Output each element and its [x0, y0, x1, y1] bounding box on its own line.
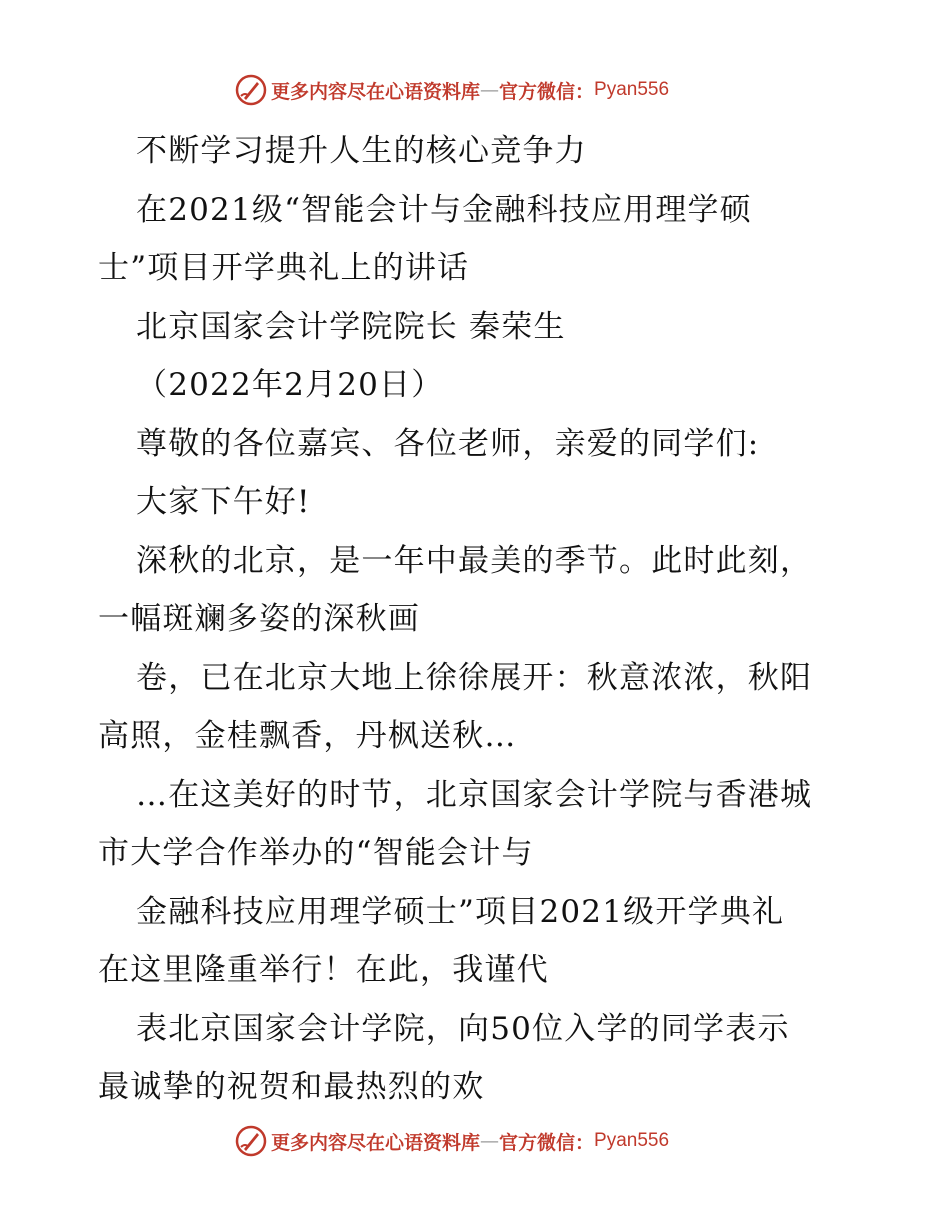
header-watermark — [235, 73, 669, 107]
paragraph-line: 高照，金桂飘香，丹枫送秋… — [98, 718, 517, 754]
paragraph-line: 卷，已在北京大地上徐徐展开：秋意浓浓，秋阳 — [136, 659, 813, 696]
document-date: （2022年2月20日） — [136, 367, 444, 403]
paragraph-line: 一幅斑斓多姿的深秋画 — [98, 601, 420, 637]
footer-watermark — [235, 1124, 669, 1158]
watermark-brand: 更多内容尽在心语资料库 — [271, 80, 481, 103]
document-title: 不断学习提升人生的核心竞争力 — [136, 133, 587, 169]
document-body — [98, 122, 858, 1117]
watermark-brand: 更多内容尽在心语资料库 — [271, 1131, 481, 1154]
watermark-separator: — — [480, 79, 500, 101]
greeting: 大家下午好! — [136, 484, 311, 520]
paragraph-line: 最诚挚的祝贺和最热烈的欢 — [98, 1069, 485, 1105]
document-author: 北京国家会计学院院长 秦荣生 — [136, 308, 566, 345]
quill-pen-logo-icon — [235, 1125, 267, 1157]
quill-pen-logo-icon — [235, 74, 267, 106]
watermark-wechat-label: 官方微信： — [499, 80, 595, 103]
watermark-wechat-label: 官方微信： — [499, 1131, 595, 1154]
salutation: 尊敬的各位嘉宾、各位老师，亲爱的同学们: — [136, 425, 760, 462]
watermark-separator: — — [480, 1130, 500, 1152]
paragraph-line: …在这美好的时节，北京国家会计学院与香港城 — [136, 776, 813, 813]
paragraph-line: 市大学合作举办的“智能会计与 — [98, 835, 534, 871]
watermark-wechat-id: Pyan556 — [594, 79, 670, 100]
document-subtitle-line-2: 士”项目开学典礼上的讲话 — [98, 250, 470, 286]
paragraph-line: 金融科技应用理学硕士”项目2021级开学典礼 — [136, 893, 785, 930]
paragraph-line: 深秋的北京，是一年中最美的季节。此时此刻， — [136, 542, 813, 579]
document-subtitle-line-1: 在2021级“智能会计与金融科技应用理学硕 — [136, 191, 752, 228]
paragraph-line: 表北京国家会计学院，向50位入学的同学表示 — [136, 1010, 790, 1047]
watermark-wechat-id: Pyan556 — [594, 1130, 670, 1151]
paragraph-line: 在这里隆重举行！在此，我谨代 — [98, 952, 549, 988]
